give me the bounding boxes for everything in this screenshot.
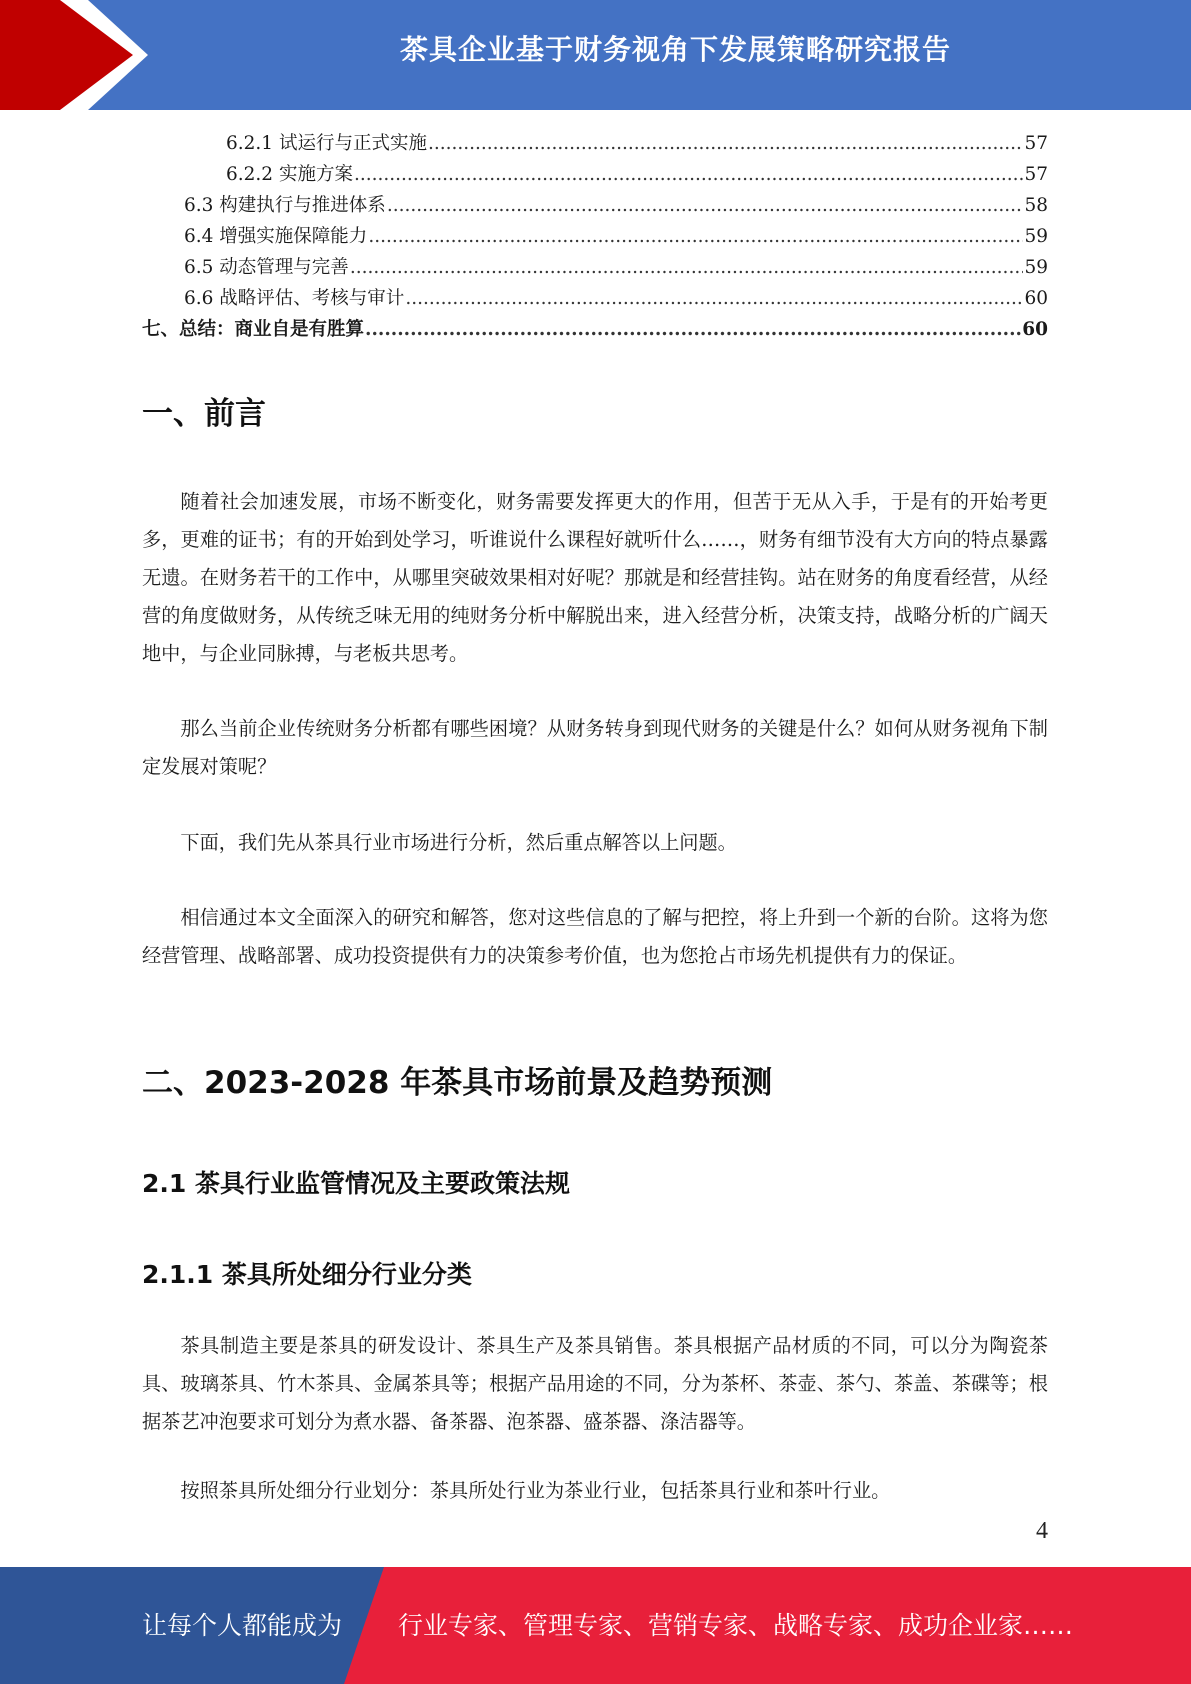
toc-entry-page: 60 xyxy=(1022,319,1048,340)
toc-entry-page: 57 xyxy=(1024,133,1048,154)
page-footer xyxy=(0,1567,1191,1684)
toc-entry[interactable] xyxy=(142,283,1048,314)
body-paragraph: 按照茶具所处细分行业划分：茶具所处行业为茶业行业，包括茶具行业和茶叶行业。 xyxy=(180,1479,891,1502)
subsection-heading-classification: 2.1.1 茶具所处细分行业分类 xyxy=(142,1260,472,1289)
toc-entry[interactable] xyxy=(142,190,1048,221)
report-title: 茶具企业基于财务视角下发展策略研究报告 xyxy=(399,33,951,66)
toc-entry[interactable] xyxy=(142,314,1048,345)
section-heading-preface: 一、前言 xyxy=(142,396,266,432)
toc-entry-label: 6.6 战略评估、考核与审计 xyxy=(184,288,405,309)
body-paragraph: 下面，我们先从茶具行业市场进行分析，然后重点解答以上问题。 xyxy=(180,831,737,854)
toc-entry-label: 6.4 增强实施保障能力 xyxy=(184,226,368,247)
page-number: 4 xyxy=(1036,1518,1048,1544)
subsection-heading-regulation: 2.1 茶具行业监管情况及主要政策法规 xyxy=(142,1169,570,1198)
body-paragraph: 随着社会加速发展，市场不断变化，财务需要发挥更大的作用，但苦于无从入手，于是有的开始考更多，更难的证书；有的开始到处学习，听谁说什么课程好就听什么……，财务有细节没有大方向的特点暴露无遗。在财务若干的工作中，从哪里突破效果相对好呢？那就是和经营挂钩。站在财务的角度看经营，从经营的角度做财务，从传统乏味无用的纯财务分析中解脱出来，进入经营分析，决策支持，战略分析的广阔天地中，与企业同脉搏，与老板共思考。 xyxy=(142,490,1048,665)
toc-entry-label: 6.2.1 试运行与正式实施 xyxy=(226,133,427,154)
toc-entry[interactable] xyxy=(142,128,1048,159)
body-paragraph: 那么当前企业传统财务分析都有哪些困境？从财务转身到现代财务的关键是什么？如何从财务视角下制定发展对策呢？ xyxy=(142,717,1048,778)
toc-leader-dots xyxy=(365,314,1021,345)
footer-slogan-left: 让每个人都能成为 xyxy=(142,1611,343,1640)
toc-entry-page: 60 xyxy=(1024,288,1048,309)
section-heading-market-outlook: 二、2023-2028 年茶具市场前景及趋势预测 xyxy=(142,1065,773,1101)
toc-entry-label: 七、总结：商业自是有胜算 xyxy=(142,319,365,340)
body-paragraph: 相信通过本文全面深入的研究和解答，您对这些信息的了解与把控，将上升到一个新的台阶。这将为您经营管理、战略部署、成功投资提供有力的决策参考价值，也为您抢占市场先机提供有力的保证。 xyxy=(142,906,1048,967)
toc-entry-label: 6.3 构建执行与推进体系 xyxy=(184,195,386,216)
page-header xyxy=(0,0,1191,110)
toc-entry-label: 6.2.2 实施方案 xyxy=(226,164,353,185)
toc-leader-dots xyxy=(368,221,1023,252)
toc-entry[interactable] xyxy=(142,252,1048,283)
toc-entry-label: 6.5 动态管理与完善 xyxy=(184,257,349,278)
toc-entry-page: 58 xyxy=(1024,195,1048,216)
body-paragraph: 茶具制造主要是茶具的研发设计、茶具生产及茶具销售。茶具根据产品材质的不同，可以分为陶瓷茶具、玻璃茶具、竹木茶具、金属茶具等；根据产品用途的不同，分为茶杯、茶壶、茶勺、茶盖、茶碟等；根据茶艺冲泡要求可划分为煮水器、备茶器、泡茶器、盛茶器、涤洁器等。 xyxy=(142,1334,1048,1433)
toc-entry[interactable] xyxy=(142,221,1048,252)
toc-leader-dots xyxy=(350,252,1024,283)
toc-leader-dots xyxy=(387,190,1024,221)
footer-slogan-right: 行业专家、管理专家、营销专家、战略专家、成功企业家…… xyxy=(398,1611,1074,1640)
toc-leader-dots xyxy=(354,159,1024,190)
toc-entry[interactable] xyxy=(142,159,1048,190)
table-of-contents xyxy=(142,128,1048,345)
toc-leader-dots xyxy=(428,128,1023,159)
toc-entry-page: 57 xyxy=(1024,164,1048,185)
toc-leader-dots xyxy=(405,283,1023,314)
toc-entry-page: 59 xyxy=(1024,226,1048,247)
toc-entry-page: 59 xyxy=(1024,257,1048,278)
